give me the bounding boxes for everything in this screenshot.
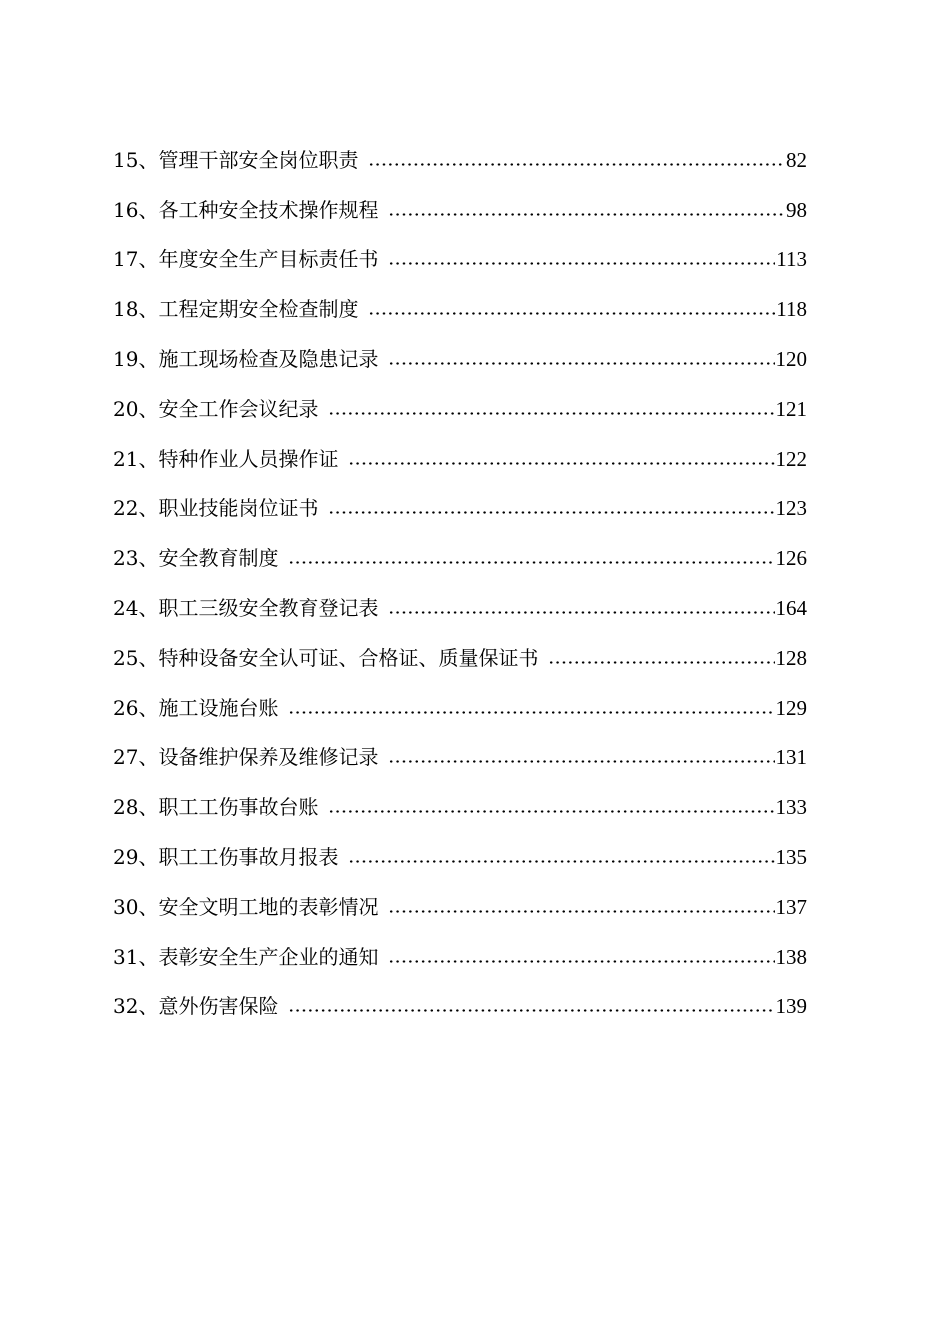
toc-dot-leader: [388, 262, 775, 265]
toc-dot-leader: [368, 312, 775, 315]
toc-entry-title: 25、特种设备安全认可证、合格证、质量保证书: [113, 645, 539, 670]
toc-entry-title: 16、各工种安全技术操作规程: [113, 197, 379, 222]
toc-entry-page: 129: [775, 695, 807, 720]
toc-entry: [113, 925, 807, 975]
toc-entry: [113, 427, 807, 477]
toc-entry-page: 131: [775, 745, 807, 770]
toc-entry-title: 20、安全工作会议纪录: [113, 396, 319, 421]
toc-dot-leader: [388, 960, 774, 963]
toc-entry-page: 164: [775, 595, 807, 620]
toc-dot-leader: [288, 561, 774, 564]
toc-dot-leader: [548, 661, 774, 664]
toc-entry: [113, 327, 807, 377]
toc-entry-page: 113: [776, 247, 807, 272]
toc-dot-leader: [348, 860, 774, 863]
toc-entry: [113, 477, 807, 527]
table-of-contents: [113, 128, 807, 1024]
toc-entry-title: 23、安全教育制度: [113, 546, 279, 571]
toc-dot-leader: [388, 213, 785, 216]
toc-entry-page: 133: [775, 795, 807, 820]
toc-dot-leader: [288, 1009, 774, 1012]
toc-dot-leader: [328, 412, 774, 415]
toc-entry-page: 82: [786, 147, 807, 172]
toc-dot-leader: [288, 711, 774, 714]
toc-entry: [113, 775, 807, 825]
toc-entry-title: 18、工程定期安全检查制度: [113, 297, 359, 322]
toc-dot-leader: [388, 611, 774, 614]
toc-entry: [113, 975, 807, 1025]
toc-entry: [113, 825, 807, 875]
toc-entry: [113, 875, 807, 925]
toc-entry: [113, 626, 807, 676]
toc-entry-page: 128: [775, 645, 807, 670]
toc-entry-title: 27、设备维护保养及维修记录: [113, 745, 379, 770]
toc-entry-title: 19、施工现场检查及隐患记录: [113, 346, 379, 371]
toc-entry-page: 120: [775, 346, 807, 371]
toc-dot-leader: [388, 760, 774, 763]
toc-entry: [113, 277, 807, 327]
toc-entry: [113, 676, 807, 726]
toc-entry-page: 98: [786, 197, 807, 222]
toc-dot-leader: [388, 910, 774, 913]
toc-entry-title: 26、施工设施台账: [113, 695, 279, 720]
toc-entry-page: 118: [776, 297, 807, 322]
toc-entry: [113, 128, 807, 178]
toc-entry-title: 22、职业技能岗位证书: [113, 496, 319, 521]
toc-dot-leader: [368, 163, 785, 166]
toc-entry-title: 29、职工工伤事故月报表: [113, 844, 339, 869]
toc-entry-page: 138: [775, 944, 807, 969]
toc-entry-title: 28、职工工伤事故台账: [113, 795, 319, 820]
toc-entry: [113, 228, 807, 278]
toc-entry: [113, 526, 807, 576]
toc-entry-page: 139: [775, 994, 807, 1019]
toc-entry-title: 31、表彰安全生产企业的通知: [113, 944, 379, 969]
toc-entry-page: 122: [775, 446, 807, 471]
toc-dot-leader: [348, 462, 774, 465]
toc-entry-page: 137: [775, 894, 807, 919]
toc-entry-title: 15、管理干部安全岗位职责: [113, 147, 359, 172]
toc-dot-leader: [388, 362, 774, 365]
toc-entry-page: 126: [775, 546, 807, 571]
toc-entry-page: 135: [775, 844, 807, 869]
toc-dot-leader: [328, 810, 774, 813]
toc-dot-leader: [328, 511, 774, 514]
toc-entry: [113, 576, 807, 626]
toc-entry-page: 123: [775, 496, 807, 521]
toc-entry: [113, 726, 807, 776]
toc-entry-title: 17、年度安全生产目标责任书: [113, 247, 379, 272]
toc-entry: [113, 178, 807, 228]
toc-entry-title: 32、意外伤害保险: [113, 994, 279, 1019]
toc-entry-page: 121: [775, 396, 807, 421]
toc-entry: [113, 377, 807, 427]
toc-entry-title: 30、安全文明工地的表彰情况: [113, 894, 379, 919]
toc-entry-title: 21、特种作业人员操作证: [113, 446, 339, 471]
toc-entry-title: 24、职工三级安全教育登记表: [113, 595, 379, 620]
